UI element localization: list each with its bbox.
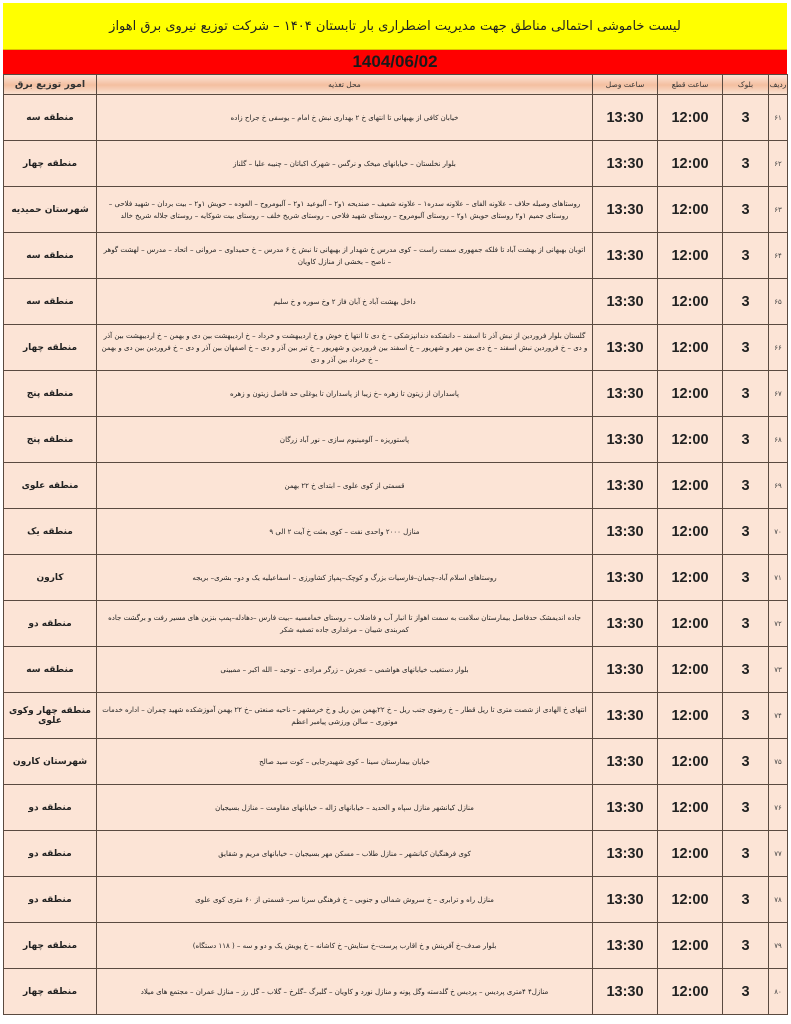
location-cell: پاستوریزه – آلومینیوم سازی – نور آباد زرگان — [97, 417, 593, 463]
block-cell: 3 — [723, 95, 769, 141]
table-row — [4, 325, 788, 371]
block-cell: 3 — [723, 877, 769, 923]
header-block: بلوک — [723, 75, 769, 95]
table-row — [4, 647, 788, 693]
row-number: ۶۶ — [769, 325, 788, 371]
cut-time-cell: 12:00 — [658, 555, 723, 601]
row-number: ۸۰ — [769, 969, 788, 1015]
block-cell: 3 — [723, 785, 769, 831]
row-number: ۷۱ — [769, 555, 788, 601]
block-cell: 3 — [723, 647, 769, 693]
block-cell: 3 — [723, 969, 769, 1015]
row-number: ۶۱ — [769, 95, 788, 141]
block-cell: 3 — [723, 187, 769, 233]
table-row — [4, 601, 788, 647]
table-row — [4, 739, 788, 785]
reconnect-time-cell: 13:30 — [593, 739, 658, 785]
location-cell: منازل راه و ترابری – خ سروش شمالی و جنوبی – خ فرهنگی سرنا سر– قسمتی از ۶۰ متری کوی علوی — [97, 877, 593, 923]
schedule-date: 1404/06/02 — [3, 50, 787, 74]
row-number: ۷۰ — [769, 509, 788, 555]
row-number: ۶۵ — [769, 279, 788, 325]
cut-time-cell: 12:00 — [658, 463, 723, 509]
location-cell: بلوار نخلستان – خیابانهای میخک و نرگس – شهرک اکباتان – چنیبه علیا – گلناز — [97, 141, 593, 187]
reconnect-time-cell: 13:30 — [593, 877, 658, 923]
reconnect-time-cell: 13:30 — [593, 831, 658, 877]
table-row — [4, 877, 788, 923]
cut-time-cell: 12:00 — [658, 831, 723, 877]
location-cell: خیابان کافی از بهبهانی تا انتهای خ ۲ بهداری نبش خ امام – یوسفی خ جراح زاده — [97, 95, 593, 141]
block-cell: 3 — [723, 233, 769, 279]
cut-time-cell: 12:00 — [658, 279, 723, 325]
block-cell: 3 — [723, 141, 769, 187]
location-cell: منازل کیانشهر منازل سپاه و الحدید – خیابانهای ژاله – خیابانهای مقاومت – منازل بسیجیان — [97, 785, 593, 831]
row-number: ۷۴ — [769, 693, 788, 739]
affairs-cell: منطقه چهار — [4, 141, 97, 187]
table-row — [4, 969, 788, 1015]
cut-time-cell: 12:00 — [658, 187, 723, 233]
page-title: لیست خاموشی احتمالی مناطق جهت مدیریت اضطراری بار تابستان ۱۴۰۴ – شرکت توزیع نیروی برق اهواز — [3, 3, 787, 50]
block-cell: 3 — [723, 279, 769, 325]
reconnect-time-cell: 13:30 — [593, 463, 658, 509]
block-cell: 3 — [723, 923, 769, 969]
reconnect-time-cell: 13:30 — [593, 509, 658, 555]
location-cell: انتهای خ الهادی از شصت متری تا ریل قطار – خ رضوی جنب ریل – خ ۲۲بهمن بین ریل و خ خرمشهر – ناحیه صنعتی –خ ۲۲ بهمن آموزشکده شهید چمران – اداره خدمات موتوری – سالن ورزشی پیامبر اعظم — [97, 693, 593, 739]
table-row — [4, 371, 788, 417]
affairs-cell: منطقه پنج — [4, 417, 97, 463]
location-cell: روستاهای وصیله حلاف – علاونه الفای – علاونه سدره۱ – علاونه شعیف – صندیحه ۱و۲ – آلبوعید ۱و۲ – آلبومروح – العوده – حویش ۱و۲ – بیت بردان – شهید فلاحی – روستای جمیم ۱و۲ روستای حویش ۱و۲ – روستای آلبومروح – روستای شهید فلاحی – روستای شریخ خلف – روستای بیت شوکایه – روستای جلاله شریخ خالد — [97, 187, 593, 233]
cut-time-cell: 12:00 — [658, 371, 723, 417]
reconnect-time-cell: 13:30 — [593, 371, 658, 417]
table-row — [4, 693, 788, 739]
location-cell: داخل بهشت آباد خ آبان فاز ۲ وخ سوره و خ سلیم — [97, 279, 593, 325]
row-number: ۷۳ — [769, 647, 788, 693]
table-row — [4, 95, 788, 141]
block-cell: 3 — [723, 831, 769, 877]
reconnect-time-cell: 13:30 — [593, 601, 658, 647]
block-cell: 3 — [723, 693, 769, 739]
block-cell: 3 — [723, 417, 769, 463]
row-number: ۷۲ — [769, 601, 788, 647]
block-cell: 3 — [723, 555, 769, 601]
reconnect-time-cell: 13:30 — [593, 923, 658, 969]
cut-time-cell: 12:00 — [658, 141, 723, 187]
affairs-cell: منطقه علوی — [4, 463, 97, 509]
cut-time-cell: 12:00 — [658, 877, 723, 923]
cut-time-cell: 12:00 — [658, 739, 723, 785]
affairs-cell: منطقه دو — [4, 601, 97, 647]
cut-time-cell: 12:00 — [658, 693, 723, 739]
cut-time-cell: 12:00 — [658, 785, 723, 831]
table-row — [4, 923, 788, 969]
location-cell: منازل ۲۰۰۰ واحدی نفت – کوی بعثت خ آیت ۲ الی ۹ — [97, 509, 593, 555]
location-cell: منازل۴ ۴متری پردیس – پردیس خ گلدسته وگل پونه و منازل نورد و کاویان – گلبرگ –گلرخ – گلاب – گل رز – منازل عمران – مجتمع های میلاد — [97, 969, 593, 1015]
header-cut-time: ساعت قطع — [658, 75, 723, 95]
affairs-cell: منطقه چهار — [4, 325, 97, 371]
location-cell: اتوبان بهبهانی از بهشت آباد تا فلکه جمهوری سمت راست – کوی مدرس خ شهدار از بهبهانی تا نبش خ ۶ مدرس – خ حمیداوی – مروانی – اتحاد – مدرس – لهشت گوهر – ناصح – بخشی از منازل کاویان — [97, 233, 593, 279]
table-row — [4, 417, 788, 463]
table-row — [4, 279, 788, 325]
affairs-cell: منطقه چهار — [4, 969, 97, 1015]
reconnect-time-cell: 13:30 — [593, 187, 658, 233]
affairs-cell: منطقه پنج — [4, 371, 97, 417]
affairs-cell: کارون — [4, 555, 97, 601]
reconnect-time-cell: 13:30 — [593, 555, 658, 601]
row-number: ۶۷ — [769, 371, 788, 417]
row-number: ۷۸ — [769, 877, 788, 923]
table-row — [4, 785, 788, 831]
header-location: محل تغذیه — [97, 75, 593, 95]
location-cell: گلستان بلوار فروردین از نبش آذر تا اسفند – دانشکده دندانپزشکی – خ دی تا انتها خ خوش و خ اردیبهشت و خرداد – خ اردیبهشت بین دی و بهمن – خ اردیبهشت بین آذر و دی – خ فروردین نبش اسفند – خ دی بین مهر و شهریور – خ اسفند بین فروردین و شهریور – خ تیر بین آذر و دی – خ اصفهان بین آذر و دی – خ فروردین بین دی و بهمن – خ خرداد بین آذر و دی — [97, 325, 593, 371]
affairs-cell: منطقه سه — [4, 279, 97, 325]
location-cell: خیابان بیمارستان سینا – کوی شهیدرجایی – کوت سید صالح — [97, 739, 593, 785]
header-row-no: ردیف — [769, 75, 788, 95]
reconnect-time-cell: 13:30 — [593, 693, 658, 739]
reconnect-time-cell: 13:30 — [593, 785, 658, 831]
location-cell: روستاهای اسلام آباد–چمیان–فارسیات بزرگ و کوچک–پمپاژ کشاورزی – اسماعیلیه یک و دو– بشری– بریجه — [97, 555, 593, 601]
reconnect-time-cell: 13:30 — [593, 141, 658, 187]
reconnect-time-cell: 13:30 — [593, 95, 658, 141]
cut-time-cell: 12:00 — [658, 417, 723, 463]
cut-time-cell: 12:00 — [658, 601, 723, 647]
location-cell: قسمتی از کوی علوی – ابتدای خ ۲۲ بهمن — [97, 463, 593, 509]
row-number: ۷۷ — [769, 831, 788, 877]
row-number: ۶۴ — [769, 233, 788, 279]
row-number: ۷۵ — [769, 739, 788, 785]
table-row — [4, 141, 788, 187]
location-cell: بلوار صدف–خ آفرینش و خ اقارب پرست–خ ستایش– خ کاشانه – خ پویش یک و دو و سه – ( ۱۱۸ دستگاه) — [97, 923, 593, 969]
cut-time-cell: 12:00 — [658, 325, 723, 371]
cut-time-cell: 12:00 — [658, 509, 723, 555]
block-cell: 3 — [723, 601, 769, 647]
table-header-row — [4, 75, 788, 95]
cut-time-cell: 12:00 — [658, 647, 723, 693]
affairs-cell: شهرستان حمیدیه — [4, 187, 97, 233]
block-cell: 3 — [723, 463, 769, 509]
cut-time-cell: 12:00 — [658, 95, 723, 141]
location-cell: پاسداران از زیتون تا زهره –خ زیبا از پاسداران تا یوغلی حد فاصل زیتون و زهره — [97, 371, 593, 417]
affairs-cell: شهرستان کارون — [4, 739, 97, 785]
reconnect-time-cell: 13:30 — [593, 233, 658, 279]
affairs-cell: منطقه چهار وکوی علوی — [4, 693, 97, 739]
table-row — [4, 187, 788, 233]
outage-schedule-sheet — [3, 3, 787, 1015]
header-reconnect-time: ساعت وصل — [593, 75, 658, 95]
reconnect-time-cell: 13:30 — [593, 417, 658, 463]
row-number: ۶۸ — [769, 417, 788, 463]
outage-table — [3, 74, 788, 1015]
affairs-cell: منطقه دو — [4, 785, 97, 831]
block-cell: 3 — [723, 509, 769, 555]
block-cell: 3 — [723, 325, 769, 371]
table-row — [4, 463, 788, 509]
cut-time-cell: 12:00 — [658, 233, 723, 279]
location-cell: جاده اندیمشک حدفاصل بیمارستان سلامت به سمت اهواز تا انبار آب و فاضلاب – روستای خمامسیه –بیت فارس –دهادله–پمپ بنزین های مسیر رفت و برگشت جاده کمربندی شیبان – مرغداری جاده تصفیه شکر — [97, 601, 593, 647]
header-affairs: امور توزیع برق — [4, 75, 97, 95]
block-cell: 3 — [723, 371, 769, 417]
table-row — [4, 555, 788, 601]
reconnect-time-cell: 13:30 — [593, 647, 658, 693]
affairs-cell: منطقه سه — [4, 233, 97, 279]
affairs-cell: منطقه دو — [4, 877, 97, 923]
location-cell: کوی فرهنگیان کیانشهر – منازل طلاب – مسکن مهر بسیجیان – خیابانهای مریم و شقایق — [97, 831, 593, 877]
row-number: ۶۲ — [769, 141, 788, 187]
table-row — [4, 233, 788, 279]
row-number: ۷۹ — [769, 923, 788, 969]
table-row — [4, 831, 788, 877]
affairs-cell: منطقه چهار — [4, 923, 97, 969]
affairs-cell: منطقه دو — [4, 831, 97, 877]
cut-time-cell: 12:00 — [658, 969, 723, 1015]
row-number: ۶۳ — [769, 187, 788, 233]
affairs-cell: منطقه سه — [4, 95, 97, 141]
cut-time-cell: 12:00 — [658, 923, 723, 969]
reconnect-time-cell: 13:30 — [593, 325, 658, 371]
row-number: ۶۹ — [769, 463, 788, 509]
table-row — [4, 509, 788, 555]
affairs-cell: منطقه سه — [4, 647, 97, 693]
block-cell: 3 — [723, 739, 769, 785]
location-cell: بلوار دستغیب خیابانهای هواشمی – عجرش – زرگر مرادی – توحید – الله اکبر – ممبینی — [97, 647, 593, 693]
reconnect-time-cell: 13:30 — [593, 279, 658, 325]
reconnect-time-cell: 13:30 — [593, 969, 658, 1015]
row-number: ۷۶ — [769, 785, 788, 831]
affairs-cell: منطقه یک — [4, 509, 97, 555]
